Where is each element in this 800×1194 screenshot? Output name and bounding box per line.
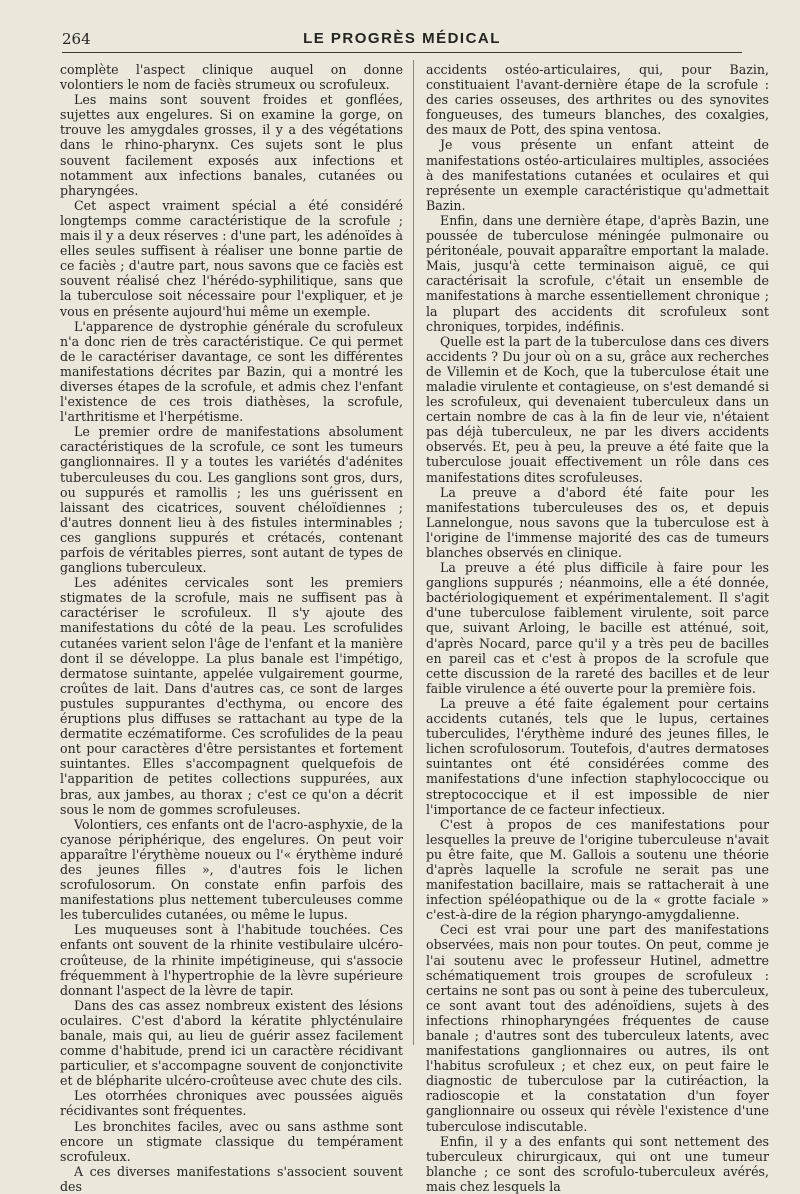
paragraph: Les muqueuses sont à l'habitude touchées. Ces enfants ont souvent de la rhinite vestibulaire ulcéro-croûteuse, de la rhinite impétigineuse, qui s'associe fréquemment à l'hypertrophie de la lèvre supérieure donnant l'aspect de la lèvre de tapir. [60, 922, 403, 998]
paragraph: Dans des cas assez nombreux existent des lésions oculaires. C'est d'abord la kératite phlycténulaire banale, mais qui, au lieu de guérir assez facilement comme d'habitude, prend ici un caractère récidivant particulier, et s'accompagne souvent de conjonctivite et de blépharite ulcéro-croûteuse avec chute des cils. [60, 997, 403, 1089]
paragraph: La preuve a été faite également pour certains accidents cutanés, tels que le lupus, certaines tuberculides, l'érythème induré des jeunes filles, le lichen scrofulosorum. Toutefois, d'autres dermatoses suintantes ont été considérées comme des manifestations d'une infection staphylococcique ou streptococcique et il est impossible de nier l'importance de ce facteur infectieux. [426, 695, 769, 817]
paragraph: Les adénites cervicales sont les premiers stigmates de la scrofule, mais ne suffisent pas à caractériser le scrofuleux. Il s'y ajoute des manifestations du côté de la peau. Les scrofulides cutanées varient selon l'âge de l'enfant et la manière dont il se développe. La plus banale est l'impétigo, dermatose suintante, appelée vulgairement gourme, croûtes de lait. Dans d'autres cas, ce sont de larges pustules suppurantes d'ecthyma, ou encore des éruptions plus diffuses se rattachant au type de la dermatite eczématiforme. Ces scrofulides de la peau ont pour caractères d'être persistantes et fortement suintantes. Elles s'accompagnent quelquefois de l'apparition de petites collections suppurées, aux bras, aux jambes, au thorax ; c'est ce qu'on a décrit sous le nom de gommes scrofuleuses. [60, 575, 403, 817]
paragraph: Les mains sont souvent froides et gonflées, sujettes aux engelures. Si on examine la gorge, on trouve les amygdales grosses, il y a des végétations dans le rhino-pharynx. Ces sujets sont le plus souvent facilement exposés aux infections et notamment aux infections banales, cutanées ou pharyngées. [60, 92, 403, 198]
paragraph: Le premier ordre de manifestations absolument caractéristiques de la scrofule, ce sont les tumeurs ganglionnaires. Il y a toutes les variétés d'adénites tuberculeuses du cou. Les ganglions sont gros, durs, ou suppurés et ramollis ; les uns guérissent en laissant des cicatrices, souvent chéloïdiennes ; d'autres donnent lieu à des fistules interminables ; ces ganglions suppurés et crétacés, contenant parfois de véritables pierres, sont autant de types de ganglions tuberculeux. [60, 424, 403, 576]
paragraph: La preuve a d'abord été faite pour les manifestations tuberculeuses des os, et depuis Lannelongue, nous savons que la tuberculose est à l'origine de l'immense majorité des cas de tumeurs blanches observés en clinique. [426, 484, 769, 560]
paragraph: accidents ostéo-articulaires, qui, pour Bazin, constituaient l'avant-dernière étape de la scrofule : des caries osseuses, des arthrites ou des synovites fongueuses, des tumeurs blanches, des coxalgies, des maux de Pott, des spina ventosa. [426, 62, 769, 138]
paragraph: Je vous présente un enfant atteint de manifestations ostéo-articulaires multiples, associées à des manifestations cutanées et oculaires et qui représente un exemple caractéristique qu'admettait Bazin. [426, 137, 769, 213]
paragraph: La preuve a été plus difficile à faire pour les ganglions suppurés ; néanmoins, elle a été donnée, bactériologiquement et expérimentalement. Il s'agit d'une tuberculose faiblement virulente, soit parce que, suivant Arloing, le bacille est atténué, soit, d'après Nocard, parce qu'il y a très peu de bacilles en pareil cas et c'est à propos de la scrofule que cette discussion de la rareté des bacilles et de leur faible virulence a été ouverte pour la première fois. [426, 560, 769, 696]
paragraph: C'est à propos de ces manifestations pour lesquelles la preuve de l'origine tuberculeuse n'avait pu être faite, que M. Gallois a soutenu une théorie d'après laquelle la scrofule ne serait pas une manifestation bacillaire, mais se rattacherait à une infection spéléopathique ou de la « grotte faciale » c'est-à-dire de la région pharyngo-amygdalienne. [426, 816, 769, 923]
paragraph: Les otorrhées chroniques avec poussées aiguës récidivantes sont fréquentes. [60, 1088, 403, 1119]
paragraph: Volontiers, ces enfants ont de l'acro-asphyxie, de la cyanose périphérique, des engelures. On peut voir apparaître l'érythème noueux ou l'« érythème induré des jeunes filles », d'autres fois le lichen scrofulosorum. On constate enfin parfois des manifestations plus nettement tuberculeuses comme les tuberculides cutanées, ou même le lupus. [60, 816, 403, 923]
running-header [62, 26, 742, 53]
paragraph: Enfin, il y a des enfants qui sont nettement des tuberculeux chirurgicaux, qui ont une tumeur blanche ; ce sont des scrofulo-tuberculeux avérés, mais chez lesquels la [426, 1133, 769, 1194]
left-column [60, 62, 403, 1194]
right-column [426, 62, 769, 1194]
paragraph: Ceci est vrai pour une part des manifestations observées, mais non pour toutes. On peut, comme je l'ai soutenu avec le professeur Hutinel, admettre schématiquement trois groupes de scrofuleux : certains ne sont pas ou sont à peine des tuberculeux, ce sont avant tout des adénoïdiens, sujets à des infections rhinopharyngées fréquentes de cause banale ; d'autres sont des tuberculeux latents, avec manifestations ganglionnaires ou autres, ils ont l'habitus scrofuleux ; et chez eux, on peut faire le diagnostic de tuberculose par la cutiréaction, la radioscopie et la constatation d'un foyer ganglionnaire ou osseux qui révèle l'existence d'une tuberculose indiscutable. [426, 922, 769, 1134]
paragraph: Enfin, dans une dernière étape, d'après Bazin, une poussée de tuberculose méningée pulmonaire ou péritonéale, pouvait apparaître emportant la malade. Mais, jusqu'à cette terminaison aiguë, ce qui caractérisait la scrofule, c'était un ensemble de manifestations à marche essentiellement chronique ; la plupart des accidents dit scrofuleux sont chroniques, torpides, indéfinis. [426, 212, 769, 334]
paragraph: A ces diverses manifestations s'associent souvent des [60, 1163, 403, 1194]
paragraph: L'apparence de dystrophie générale du scrofuleux n'a donc rien de très caractéristique. Ce qui permet de le caractériser davantage, ce sont les différentes manifestations décrites par Bazin, qui a montré les diverses étapes de la scrofule, et admis chez l'enfant l'existence de ces trois diathèses, la scrofule, l'arthritisme et l'herpétisme. [60, 318, 403, 425]
column-divider [413, 60, 414, 1045]
paragraph: Quelle est la part de la tuberculose dans ces divers accidents ? Du jour où on a su, grâce aux recherches de Villemin et de Koch, que la tuberculose était une maladie virulente et contagieuse, on s'est demandé si les scrofuleux, qui devenaient tuberculeux dans un certain nombre de cas à la fin de leur vie, n'étaient pas déjà tuberculeux, ne par les divers accidents observés. Et, peu à peu, la preuve a été faite que la tuberculose jouait effectivement un rôle dans ces manifestations dites scrofuleuses. [426, 333, 770, 485]
paragraph: complète l'aspect clinique auquel on donne volontiers le nom de faciès strumeux ou scrofuleux. [60, 62, 403, 93]
paragraph: Les bronchites faciles, avec ou sans asthme sont encore un stigmate classique du tempérament scrofuleux. [60, 1118, 403, 1164]
paragraph: Cet aspect vraiment spécial a été considéré longtemps comme caractéristique de la scrofule ; mais il y a deux réserves : d'une part, les adénoïdes à elles seules suffisent à réaliser une bonne partie de ce faciès ; d'autre part, nous savons que ce faciès est souvent réalisé chez l'hérédo-syphilitique, sans que la tuberculose soit nécessaire pour l'expliquer, et je vous en présente aujourd'hui même un exemple. [60, 197, 403, 319]
page-number: 264 [62, 30, 91, 48]
running-title: LE PROGRÈS MÉDICAL [303, 30, 501, 47]
